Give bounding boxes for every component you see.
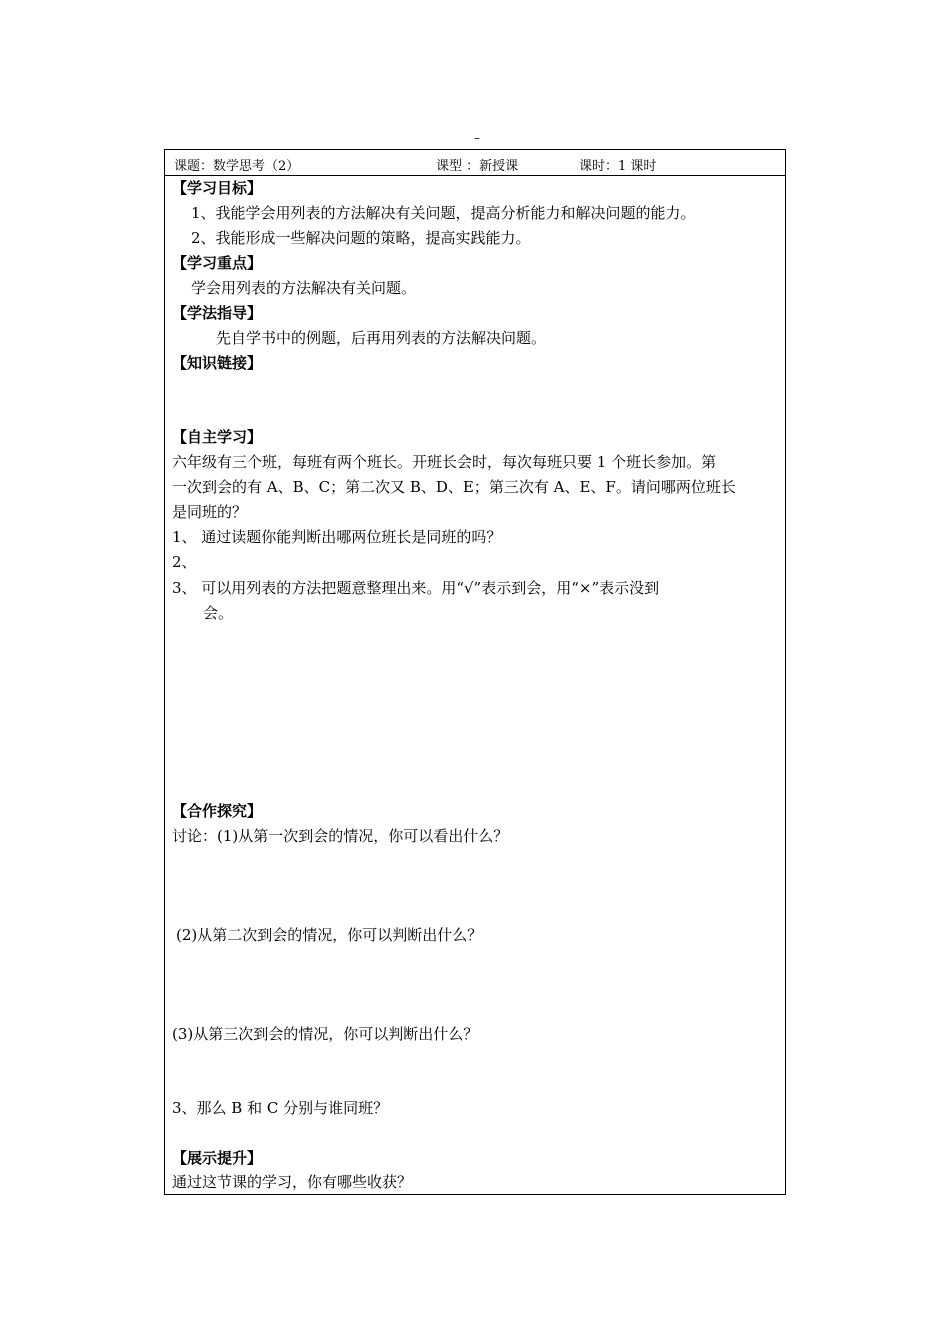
- goals-heading: 【学习目标】: [172, 179, 263, 197]
- method-heading: 【学法指导】: [172, 304, 263, 322]
- discussion-4: 3、那么 B 和 C 分别与谁同班？: [172, 1099, 389, 1117]
- self-study-heading: 【自主学习】: [172, 428, 263, 446]
- knowledge-heading: 【知识链接】: [172, 354, 263, 372]
- show-heading: 【展示提升】: [172, 1149, 263, 1167]
- problem-line-3: 是同班的？: [172, 503, 248, 521]
- method-text: 先自学书中的例题，后再用列表的方法解决问题。: [216, 329, 547, 347]
- problem-line-2: 一次到会的有 A、B、C；第二次又 B、D、E；第三次有 A、E、F。请问哪两位班长: [172, 478, 736, 496]
- goal-item-2: 2、我能形成一些解决问题的策略，提高实践能力。: [191, 229, 531, 247]
- discussion-2: (2)从第二次到会的情况，你可以判断出什么？: [176, 926, 483, 944]
- question-1: 1、 通过读题你能判断出哪两位班长是同班的吗？: [172, 528, 502, 546]
- focus-text: 学会用列表的方法解决有关问题。: [191, 279, 417, 297]
- focus-heading: 【学习重点】: [172, 254, 263, 272]
- topic-label: 课题：数学思考（2）: [174, 159, 300, 174]
- discussion-1: 讨论：(1)从第一次到会的情况，你可以看出什么？: [172, 827, 509, 845]
- goal-item-1: 1、我能学会用列表的方法解决有关问题，提高分析能力和解决问题的能力。: [191, 204, 696, 222]
- top-dash-mark: –: [474, 131, 480, 145]
- problem-line-1: 六年级有三个班，每班有两个班长。开班长会时，每次每班只要 1 个班长参加。第: [172, 453, 717, 471]
- question-2: 2、: [172, 553, 197, 571]
- cooperate-heading: 【合作探究】: [172, 802, 263, 820]
- header-row: [165, 150, 785, 176]
- question-3-line-1: 3、 可以用列表的方法把题意整理出来。用“√”表示到会，用“×”表示没到: [172, 579, 660, 597]
- period-label: 课时：1 课时: [579, 159, 657, 174]
- show-text: 通过这节课的学习，你有哪些收获？: [172, 1173, 413, 1191]
- question-3-line-2: 会。: [203, 604, 234, 622]
- lesson-type-label: 课型 ：新授课: [436, 159, 519, 174]
- lesson-plan-sheet: [164, 149, 786, 1195]
- discussion-3: (3)从第三次到会的情况，你可以判断出什么？: [172, 1025, 479, 1043]
